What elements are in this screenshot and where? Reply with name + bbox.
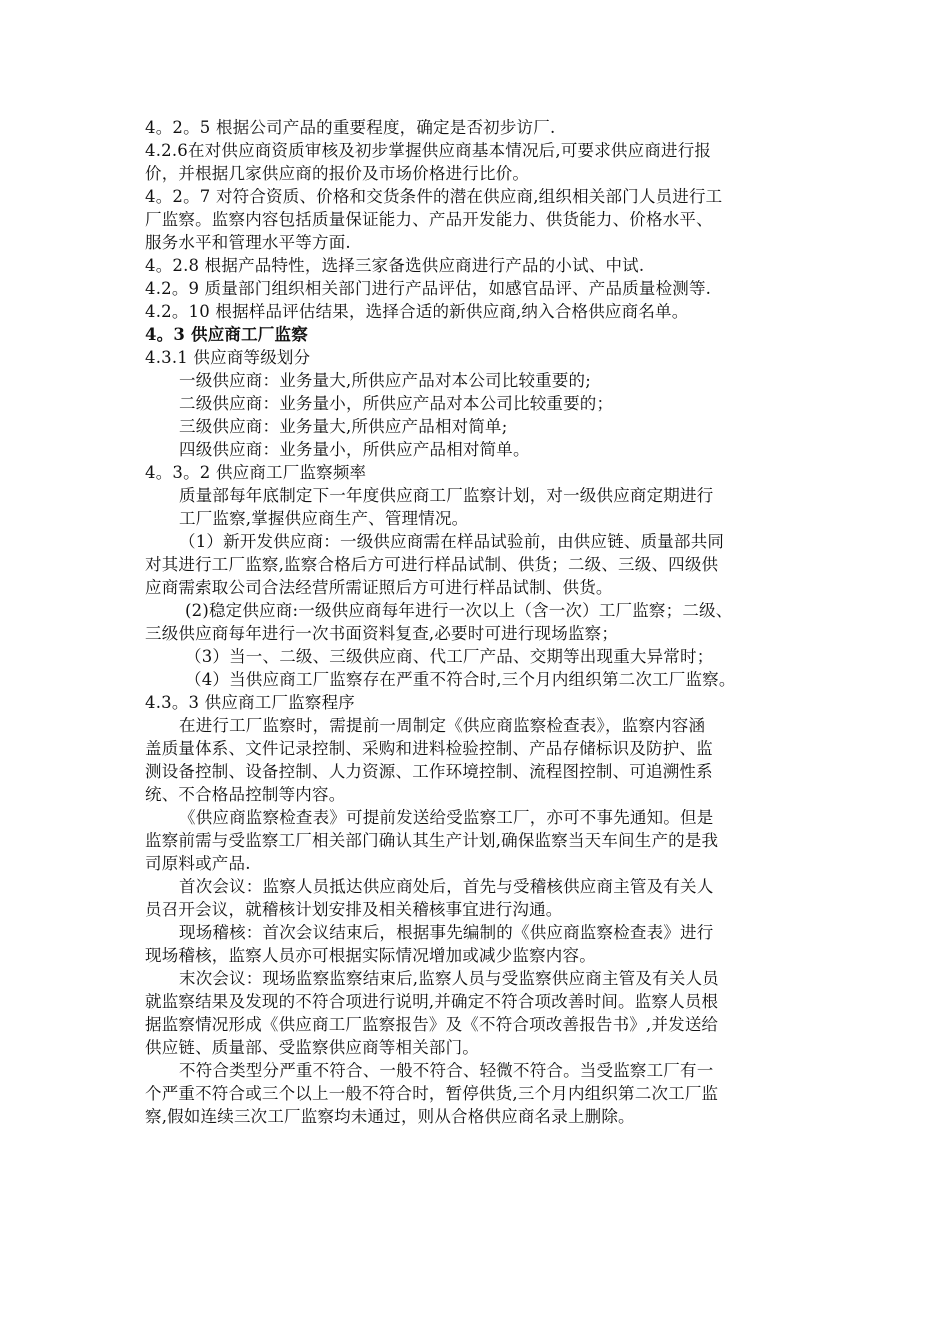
text-line: （1）新开发供应商：一级供应商需在样品试验前，由供应链、质量部共同 [179, 532, 725, 551]
text-line: 末次会议：现场监察监察结束后,监察人员与受监察供应商主管及有关人员 [179, 969, 719, 988]
text-line: 统、不合格品控制等内容。 [145, 785, 346, 804]
text-line: 不符合类型分严重不符合、一般不符合、轻微不符合。当受监察工厂有一 [179, 1061, 714, 1080]
text-line: 四级供应商：业务量小，所供应产品相对简单。 [179, 440, 530, 459]
text-line: 就监察结果及发现的不符合项进行说明,并确定不符合项改善时间。监察人员根 [145, 992, 719, 1011]
text-line: 4。2。7 对符合资质、价格和交货条件的潜在供应商,组织相关部门人员进行工 [145, 187, 723, 206]
text-line: 一级供应商：业务量大,所供应产品对本公司比较重要的; [179, 371, 592, 390]
text-line: 监察前需与受监察工厂相关部门确认其生产计划,确保监察当天车间生产的是我 [145, 831, 719, 850]
text-line: （4）当供应商工厂监察存在严重不符合时,三个月内组织第二次工厂监察。 [185, 670, 736, 689]
text-line: 司原料或产品. [145, 854, 251, 873]
text-line: 测设备控制、设备控制、人力资源、工作环境控制、流程图控制、可追溯性系 [145, 762, 713, 781]
text-line: 在进行工厂监察时，需提前一周制定《供应商监察检查表》，监察内容涵 [179, 716, 706, 735]
text-line: 4.2.6在对供应商资质审核及初步掌握供应商基本情况后,可要求供应商进行报 [145, 141, 712, 160]
text-line: 服务水平和管理水平等方面. [145, 233, 351, 252]
text-line: 厂监察。监察内容包括质量保证能力、产品开发能力、供货能力、价格水平、 [145, 210, 713, 229]
text-line: 《供应商监察检查表》可提前发送给受监察工厂，亦可不事先通知。但是 [179, 808, 714, 827]
text-line: 4。3。2 供应商工厂监察频率 [145, 463, 367, 482]
text-line: 现场稽核：首次会议结束后，根据事先编制的《供应商监察检查表》进行 [179, 923, 714, 942]
text-line: 应商需索取公司合法经营所需证照后方可进行样品试制、供货。 [145, 578, 613, 597]
text-line: 个严重不符合或三个以上一般不符合时，暂停供货,三个月内组织第二次工厂监 [145, 1084, 719, 1103]
text-line: 4。2。5 根据公司产品的重要程度，确定是否初步访厂. [145, 118, 556, 137]
text-line: 二级供应商：业务量小，所供应产品对本公司比较重要的； [179, 394, 614, 413]
text-line: 首次会议：监察人员抵达供应商处后，首先与受稽核供应商主管及有关人 [179, 877, 714, 896]
text-line: 4.3.1 供应商等级划分 [145, 348, 311, 367]
text-line: 价，并根据几家供应商的报价及市场价格进行比价。 [145, 164, 530, 183]
text-line: 4.3。3 供应商工厂监察程序 [145, 693, 355, 712]
text-line: 据监察情况形成《供应商工厂监察报告》及《不符合项改善报告书》,并发送给 [145, 1015, 719, 1034]
text-line: 察,假如连续三次工厂监察均未通过，则从合格供应商名录上删除。 [145, 1107, 635, 1126]
document-page [145, 116, 813, 1128]
text-line: 工厂监察,掌握供应商生产、管理情况。 [179, 509, 469, 528]
text-line: 4.2。9 质量部门组织相关部门进行产品评估，如感官品评、产品质量检测等. [145, 279, 712, 298]
text-line: 盖质量体系、文件记录控制、采购和进料检验控制、产品存储标识及防护、监 [145, 739, 713, 758]
text-line: 员召开会议，就稽核计划安排及相关稽核事宜进行沟通。 [145, 900, 563, 919]
text-line: 三级供应商每年进行一次书面资料复查,必要时可进行现场监察； [145, 624, 619, 643]
text-line: 现场稽核，监察人员亦可根据实际情况增加或减少监察内容。 [145, 946, 596, 965]
text-line: （3）当一、二级、三级供应商、代工厂产品、交期等出现重大异常时； [185, 647, 714, 666]
text-line: 4.2。10 根据样品评估结果，选择合适的新供应商,纳入合格供应商名单。 [145, 302, 689, 321]
section-heading: 4。3 供应商工厂监察 [145, 325, 308, 344]
text-line: 对其进行工厂监察,监察合格后方可进行样品试制、供货；二级、三级、四级供 [145, 555, 719, 574]
text-line: 4。2.8 根据产品特性，选择三家备选供应商进行产品的小试、中试. [145, 256, 645, 275]
text-line: (2)稳定供应商:一级供应商每年进行一次以上（含一次）工厂监察；二级、 [185, 601, 733, 620]
text-line: 供应链、质量部、受监察供应商等相关部门。 [145, 1038, 479, 1057]
text-line: 质量部每年底制定下一年度供应商工厂监察计划，对一级供应商定期进行 [179, 486, 714, 505]
text-line: 三级供应商：业务量大,所供应产品相对简单; [179, 417, 508, 436]
